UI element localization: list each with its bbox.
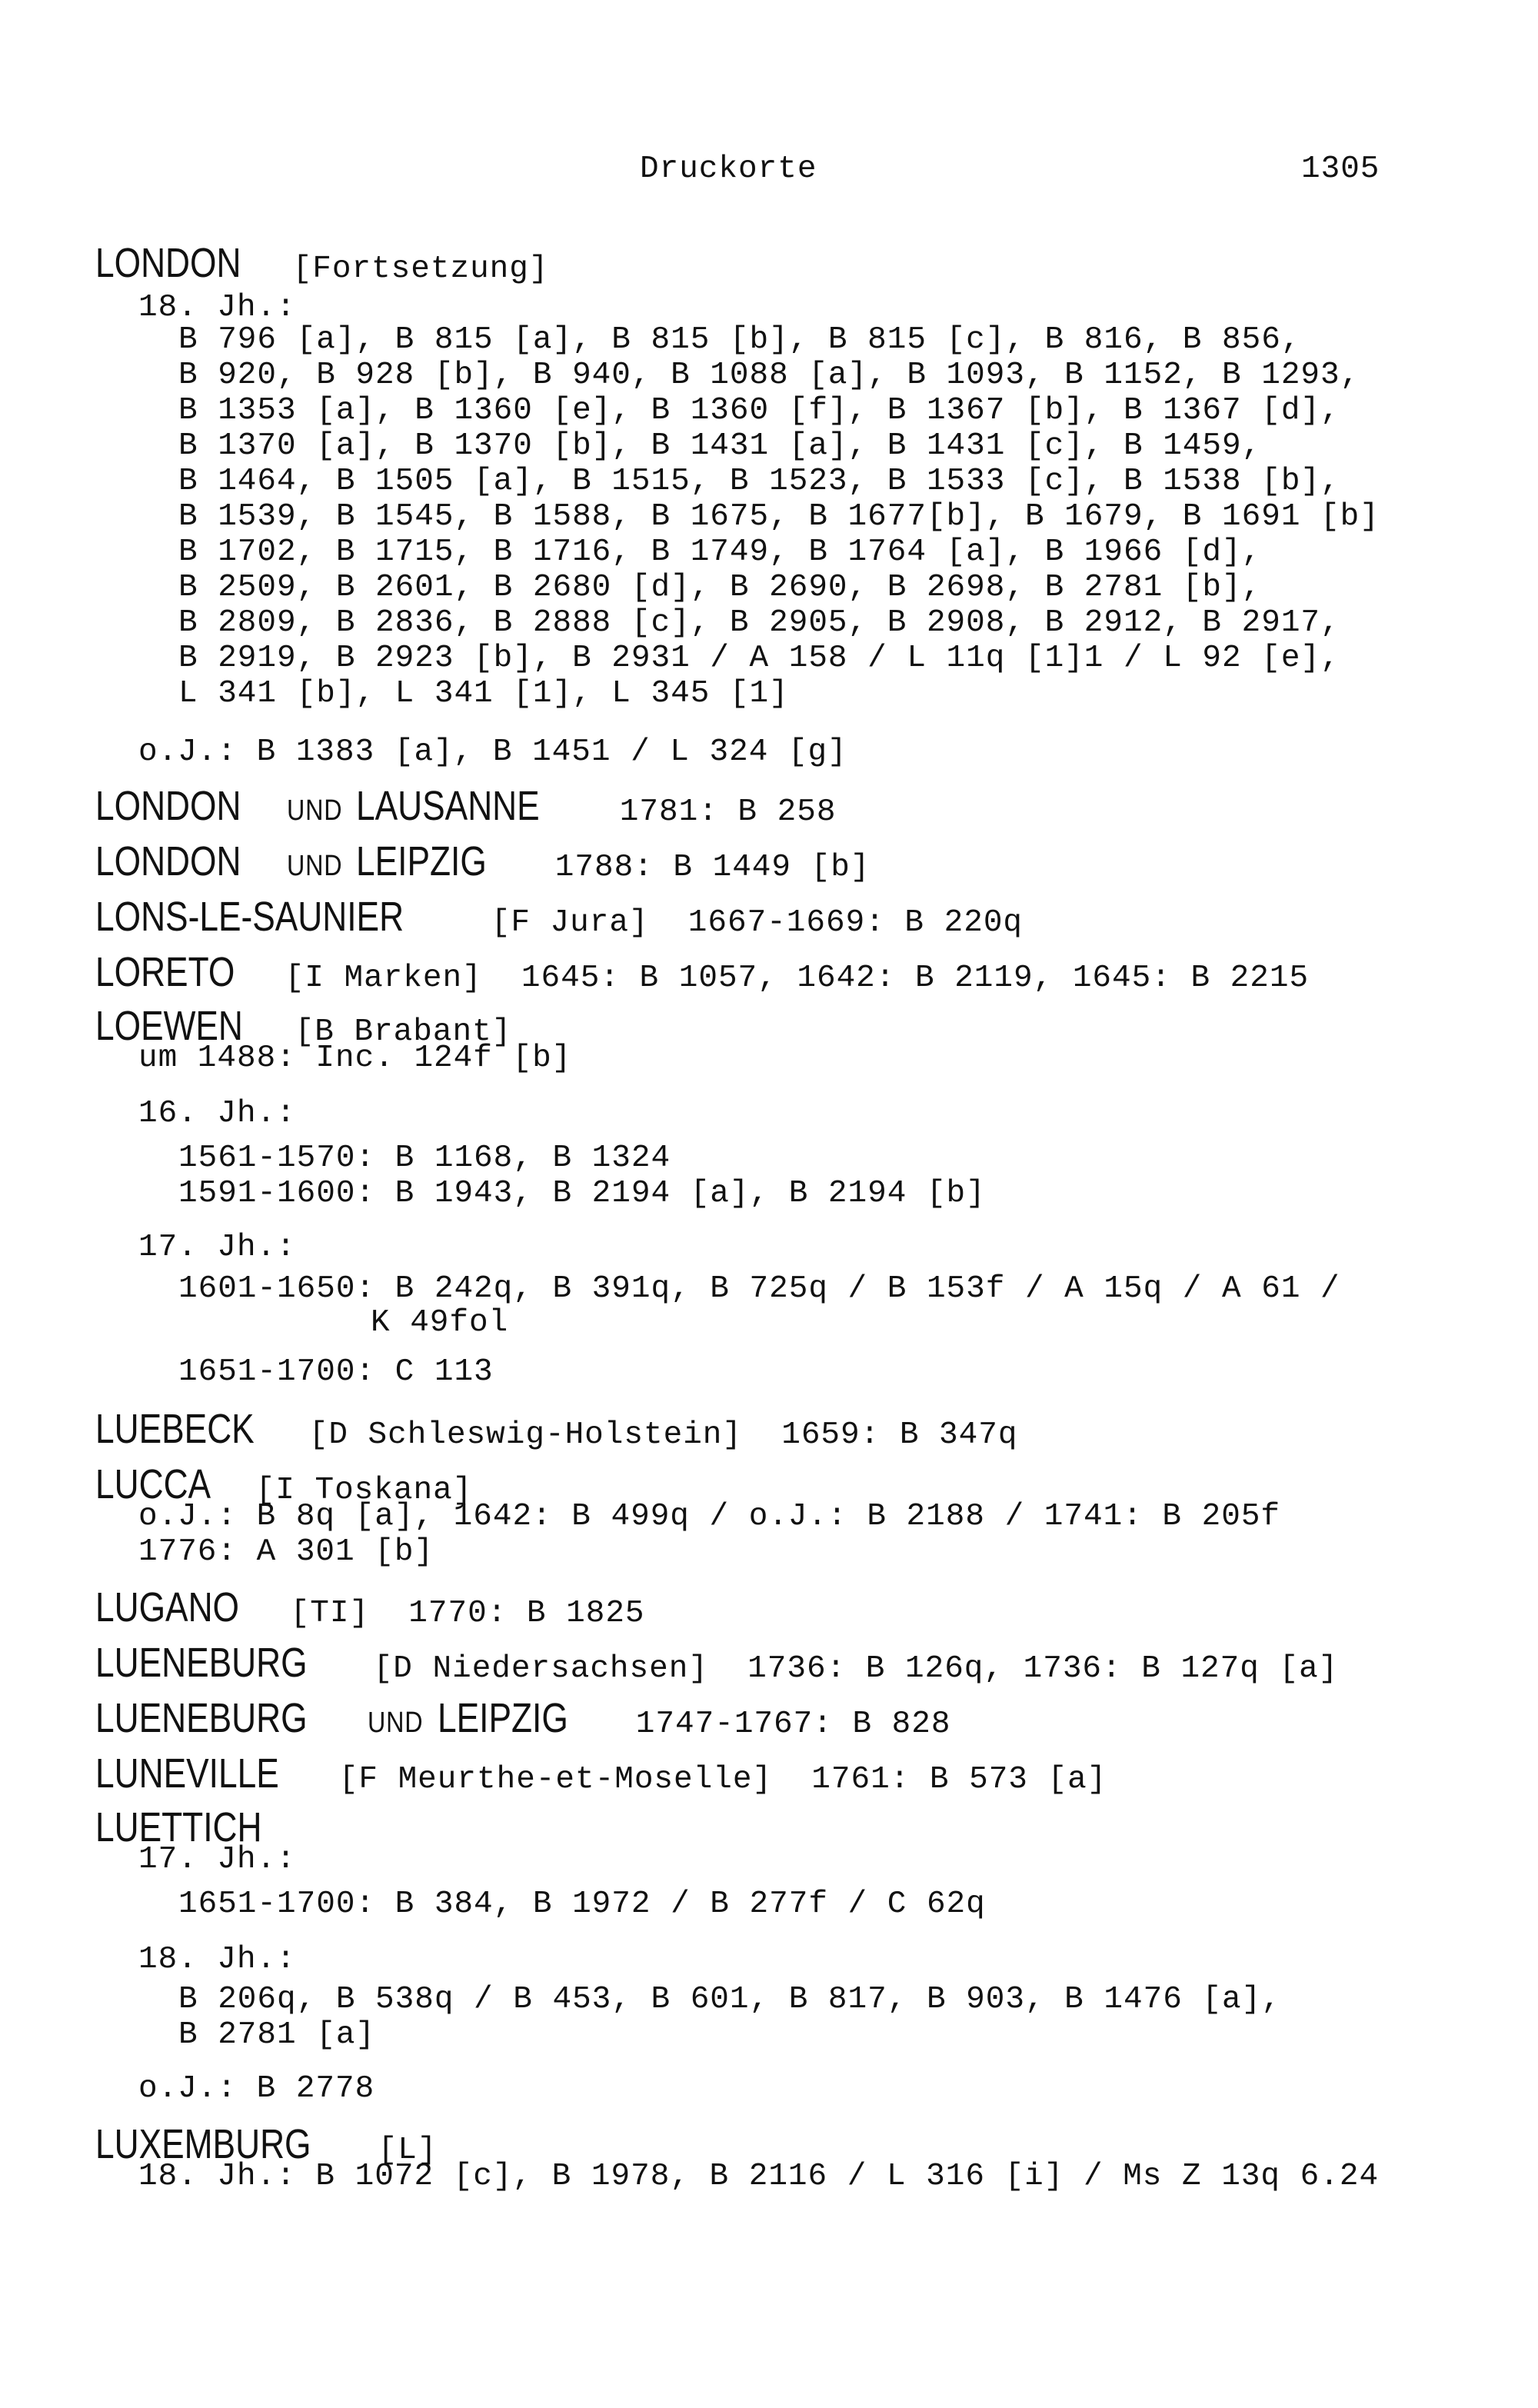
- index-line: [178, 604, 1340, 641]
- place-heading-line: [95, 1584, 645, 1632]
- index-line-text: B 1464, B 1505 [a], B 1515, B 1523, B 1533 [c], B 1538 [b],: [178, 464, 1340, 499]
- place-name: LUENEBURG: [95, 1640, 308, 1686]
- index-line-text: 18. Jh.: B 1072 [c], B 1978, B 2116 / L 316 [i] / Ms Z 13q 6.24: [138, 2159, 1380, 2194]
- index-line-text: 1651-1700: C 113: [178, 1354, 494, 1390]
- index-line-text: 18. Jh.:: [138, 290, 296, 325]
- place-details: [L]: [358, 2133, 438, 2168]
- index-line: [138, 1040, 571, 1077]
- index-line: [178, 640, 1340, 677]
- place-name-second: LEIPZIG: [356, 838, 488, 884]
- index-line: [178, 1175, 986, 1212]
- place-heading-line: [95, 1750, 1107, 1798]
- index-line: [178, 1271, 1340, 1307]
- place-name-second: LEIPZIG: [437, 1695, 568, 1741]
- place-heading-line: [95, 1640, 1339, 1687]
- place-details: [TI] 1770: B 1825: [271, 1596, 645, 1631]
- place-details: [I Marken] 1645: B 1057, 1642: B 2119, 1645: B 2215: [265, 961, 1310, 996]
- place-details: [Fortsetzung]: [273, 251, 549, 287]
- index-line-text: B 206q, B 538q / B 453, B 601, B 817, B 903, B 1476 [a],: [178, 1982, 1281, 2017]
- place-details: [I Toskana]: [236, 1473, 473, 1508]
- index-line-text: B 2781 [a]: [178, 2017, 376, 2053]
- place-heading-line: [95, 783, 837, 831]
- place-name: LUGANO: [95, 1584, 240, 1630]
- place-heading-line: [95, 1406, 1018, 1454]
- place-name: LONS-LE-SAUNIER: [95, 894, 404, 940]
- index-line: [178, 463, 1340, 500]
- index-line-text: B 2809, B 2836, B 2888 [c], B 2905, B 2908, B 2912, B 2917,: [178, 605, 1340, 641]
- index-line-text: B 1370 [a], B 1370 [b], B 1431 [a], B 1431 [c], B 1459,: [178, 428, 1262, 464]
- index-line-text: 17. Jh.:: [138, 1842, 296, 1877]
- place-name-second: LAUSANNE: [356, 783, 541, 829]
- index-line-text: o.J.: B 2778: [138, 2071, 375, 2107]
- place-conjunction: UND: [279, 850, 351, 882]
- index-line-text: 1651-1700: B 384, B 1972 / B 277f / C 62q: [178, 1887, 986, 1922]
- index-line: [178, 1140, 671, 1177]
- place-details: 1788: B 1449 [b]: [515, 850, 871, 885]
- index-line-text: um 1488: Inc. 124f [b]: [138, 1041, 572, 1076]
- place-details: [D Niedersachsen] 1736: B 126q, 1736: B 127q [a]: [354, 1651, 1339, 1687]
- index-line-text: o.J.: B 8q [a], 1642: B 499q / o.J.: B 2188 / 1741: B 205f: [138, 1499, 1281, 1534]
- index-line-text: 1601-1650: B 242q, B 391q, B 725q / B 153f / A 15q / A 61 /: [178, 1271, 1340, 1307]
- place-name: LONDON: [95, 783, 241, 829]
- place-details: 1747-1767: B 828: [596, 1707, 951, 1742]
- index-line-text: L 341 [b], L 341 [1], L 345 [1]: [178, 676, 789, 711]
- index-line: [178, 498, 1380, 535]
- place-heading-line: [95, 894, 1024, 941]
- index-line: [138, 1095, 296, 1132]
- place-name: LUCCA: [95, 1461, 211, 1507]
- index-line: [138, 289, 296, 326]
- index-line-text: 18. Jh.:: [138, 1942, 296, 1977]
- place-name: LUNEVILLE: [95, 1750, 279, 1797]
- place-conjunction: UND: [279, 794, 351, 827]
- index-line: [138, 1534, 434, 1570]
- place-name: LUETTICH: [95, 1804, 262, 1850]
- place-heading-line: [95, 949, 1310, 997]
- running-header-title: Druckorte: [640, 152, 817, 187]
- place-details: [D Schleswig-Holstein] 1659: B 347q: [289, 1417, 1018, 1453]
- index-line-text: B 2509, B 2601, B 2680 [d], B 2690, B 2698, B 2781 [b],: [178, 570, 1262, 605]
- place-heading-line: [95, 240, 549, 288]
- page-number: 1305: [1301, 152, 1380, 187]
- place-name: LUENEBURG: [95, 1695, 308, 1741]
- index-line: [138, 1841, 296, 1878]
- place-details: [F Jura] 1667-1669: B 220q: [471, 905, 1024, 941]
- place-details: 1781: B 258: [580, 794, 837, 830]
- index-line: [138, 734, 847, 771]
- index-line: [178, 675, 789, 712]
- index-line-text: B 796 [a], B 815 [a], B 815 [b], B 815 [c], B 816, B 856,: [178, 322, 1301, 358]
- index-line: [178, 534, 1261, 571]
- place-name: LOEWEN: [95, 1003, 243, 1049]
- place-name: LUXEMBURG: [95, 2121, 311, 2167]
- index-line-text: B 2919, B 2923 [b], B 2931 / A 158 / L 11q [1]1 / L 92 [e],: [178, 641, 1340, 676]
- place-name: LUEBECK: [95, 1406, 255, 1452]
- index-line: [178, 2017, 375, 2053]
- index-line-text: K 49fol: [371, 1305, 509, 1341]
- index-line-text: B 1702, B 1715, B 1716, B 1749, B 1764 [a], B 1966 [d],: [178, 535, 1262, 570]
- place-name: LONDON: [95, 240, 241, 286]
- index-line: [178, 392, 1340, 429]
- place-details: [F Meurthe-et-Moselle] 1761: B 573 [a]: [319, 1762, 1107, 1797]
- index-line: [178, 1981, 1281, 2018]
- index-line: [138, 1941, 296, 1978]
- index-line-text: o.J.: B 1383 [a], B 1451 / L 324 [g]: [138, 734, 847, 770]
- index-line: [178, 1354, 494, 1391]
- place-details: [B Brabant]: [275, 1014, 512, 1050]
- index-line-text: 17. Jh.:: [138, 1230, 296, 1265]
- index-line-text: B 1539, B 1545, B 1588, B 1675, B 1677[b], B 1679, B 1691 [b]: [178, 499, 1380, 535]
- place-heading-line: [95, 1695, 951, 1743]
- index-line-text: 1591-1600: B 1943, B 2194 [a], B 2194 [b]: [178, 1176, 986, 1211]
- index-line: [178, 428, 1261, 465]
- index-line-text: B 1353 [a], B 1360 [e], B 1360 [f], B 1367 [b], B 1367 [d],: [178, 393, 1340, 428]
- index-line-text: 1561-1570: B 1168, B 1324: [178, 1141, 671, 1176]
- index-line: [138, 2070, 375, 2107]
- place-heading-line: [95, 838, 871, 886]
- index-line: [178, 357, 1360, 394]
- index-line: [178, 321, 1300, 358]
- index-line: [138, 2158, 1379, 2195]
- index-line: [371, 1304, 508, 1341]
- index-line-text: 16. Jh.:: [138, 1096, 296, 1131]
- index-line: [138, 1229, 296, 1266]
- index-line: [138, 1498, 1280, 1535]
- place-conjunction: UND: [360, 1707, 431, 1739]
- index-line: [178, 569, 1261, 606]
- place-name: LONDON: [95, 838, 241, 884]
- index-line: [178, 1886, 986, 1923]
- index-line-text: 1776: A 301 [b]: [138, 1534, 434, 1570]
- place-name: LORETO: [95, 949, 235, 995]
- index-line-text: B 920, B 928 [b], B 940, B 1088 [a], B 1093, B 1152, B 1293,: [178, 358, 1360, 393]
